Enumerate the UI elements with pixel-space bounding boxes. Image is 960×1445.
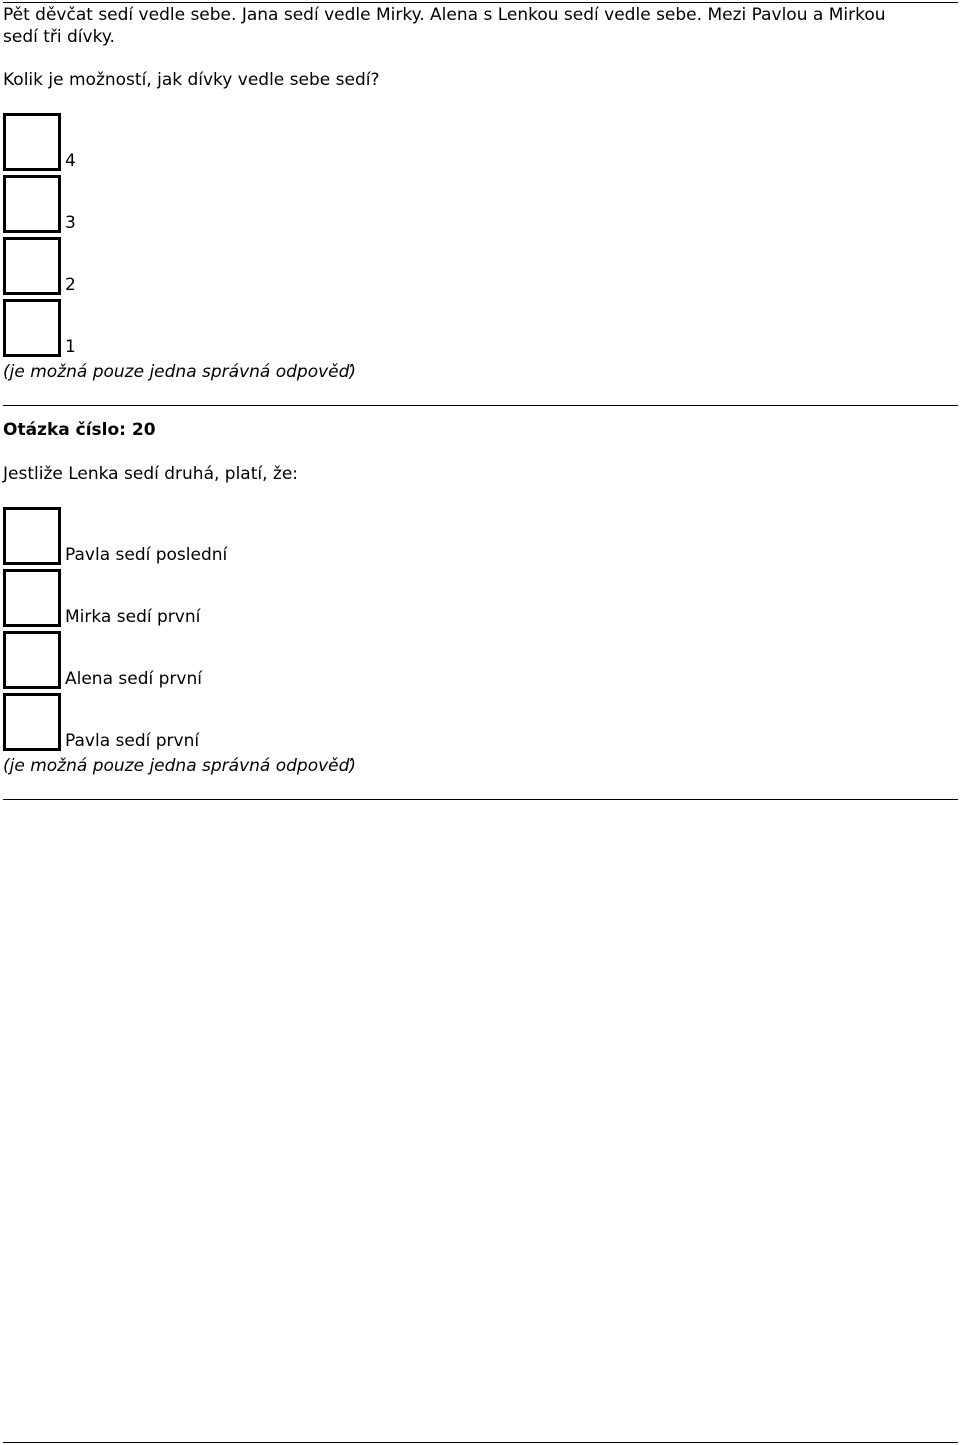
question-prompt: Kolik je možností, jak dívky vedle sebe sedí? xyxy=(3,70,380,90)
question-heading: Otázka číslo: 20 xyxy=(3,420,156,440)
answer-option-1[interactable] xyxy=(3,299,603,356)
bottom-divider xyxy=(3,1442,958,1443)
single-answer-note: (je možná pouze jedna správná odpověď) xyxy=(3,362,357,382)
answer-option-label: Alena sedí první xyxy=(65,669,202,689)
answer-option-label: Pavla sedí první xyxy=(65,731,200,751)
single-answer-note: (je možná pouze jedna správná odpověď) xyxy=(3,756,357,776)
question-divider xyxy=(3,405,958,406)
answer-option-alena-prvni[interactable] xyxy=(3,631,603,688)
answer-checkbox[interactable] xyxy=(3,113,61,171)
answer-checkbox[interactable] xyxy=(3,299,61,357)
question-divider xyxy=(3,799,958,800)
answer-option-3[interactable] xyxy=(3,175,603,232)
answer-checkbox[interactable] xyxy=(3,569,61,627)
answer-option-label: 3 xyxy=(65,213,76,233)
question-prompt: Jestliže Lenka sedí druhá, platí, že: xyxy=(3,464,299,484)
answer-checkbox[interactable] xyxy=(3,631,61,689)
answer-option-label: 2 xyxy=(65,275,76,295)
answer-checkbox[interactable] xyxy=(3,175,61,233)
question-statement-line-1: Pět děvčat sedí vedle sebe. Jana sedí vedle Mirky. Alena s Lenkou sedí vedle sebe. Mezi Pavlou a Mirkou xyxy=(3,5,886,25)
answer-option-label: Mirka sedí první xyxy=(65,607,201,627)
answer-option-2[interactable] xyxy=(3,237,603,294)
answer-option-label: Pavla sedí poslední xyxy=(65,545,228,565)
answer-checkbox[interactable] xyxy=(3,507,61,565)
answer-option-4[interactable] xyxy=(3,113,603,170)
answer-option-label: 4 xyxy=(65,151,76,171)
answer-option-pavla-posledni[interactable] xyxy=(3,507,603,564)
answer-option-label: 1 xyxy=(65,337,76,357)
answer-option-pavla-prvni[interactable] xyxy=(3,693,603,750)
answer-checkbox[interactable] xyxy=(3,237,61,295)
answer-option-mirka-prvni[interactable] xyxy=(3,569,603,626)
answer-checkbox[interactable] xyxy=(3,693,61,751)
question-statement-line-2: sedí tři dívky. xyxy=(3,27,115,47)
